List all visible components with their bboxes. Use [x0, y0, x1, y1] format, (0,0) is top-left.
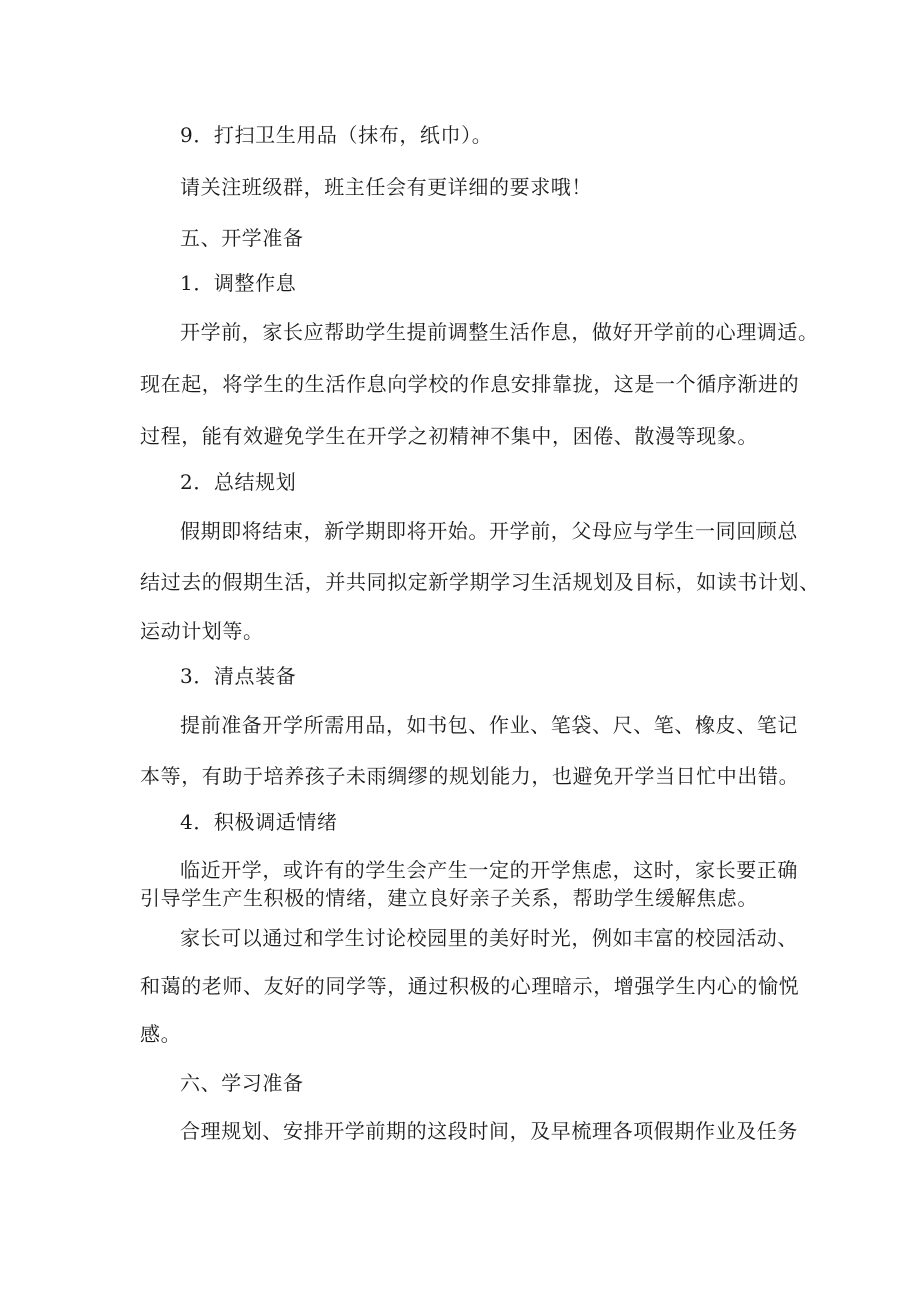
- section-heading-6: 六、学习准备: [180, 1071, 304, 1095]
- paragraph-line: 假期即将结束，新学期即将开始。开学前，父母应与学生一同回顾总: [180, 519, 798, 543]
- section-heading-5: 五、开学准备: [180, 226, 304, 250]
- paragraph-line: 现在起，将学生的生活作息向学校的作息安排靠拢，这是一个循序渐进的: [140, 372, 800, 396]
- subheading-2: 2．总结规划: [180, 470, 297, 494]
- paragraph-line: 开学前，家长应帮助学生提前调整生活作息，做好开学前的心理调适。: [180, 320, 819, 344]
- subheading-4: 4．积极调适情绪: [180, 810, 338, 834]
- paragraph-line: 本等，有助于培养孩子未雨绸缪的规划能力，也避免开学当日忙中出错。: [140, 764, 800, 788]
- paragraph-line: 家长可以通过和学生讨论校园里的美好时光，例如丰富的校园活动、: [180, 926, 798, 950]
- paragraph-line: 结过去的假期生活，并共同拟定新学期学习生活规划及目标，如读书计划、: [140, 570, 820, 594]
- paragraph-line: 感。: [140, 1022, 182, 1046]
- paragraph-line: 运动计划等。: [140, 619, 264, 643]
- list-item-9: 9．打扫卫生用品（抹布，纸巾）。: [180, 123, 493, 147]
- paragraph-line: 提前准备开学所需用品，如书包、作业、笔袋、尺、笔、橡皮、笔记: [180, 713, 798, 737]
- paragraph-line: 过程，能有效避免学生在开学之初精神不集中，困倦、散漫等现象。: [140, 424, 758, 448]
- paragraph-line: 合理规划、安排开学前期的这段时间，及早梳理各项假期作业及任务: [180, 1119, 798, 1143]
- paragraph-line: 和蔼的老师、友好的同学等，通过积极的心理暗示，增强学生内心的愉悦: [140, 974, 800, 998]
- subheading-3: 3．清点装备: [180, 664, 297, 688]
- paragraph-class-group-notice: 请关注班级群，班主任会有更详细的要求哦！: [180, 175, 592, 199]
- paragraph-line: 引导学生产生积极的情绪，建立良好亲子关系，帮助学生缓解焦虑。: [140, 886, 758, 910]
- subheading-1: 1．调整作息: [180, 271, 297, 295]
- paragraph-line: 临近开学，或许有的学生会产生一定的开学焦虑，这时，家长要正确: [180, 858, 798, 882]
